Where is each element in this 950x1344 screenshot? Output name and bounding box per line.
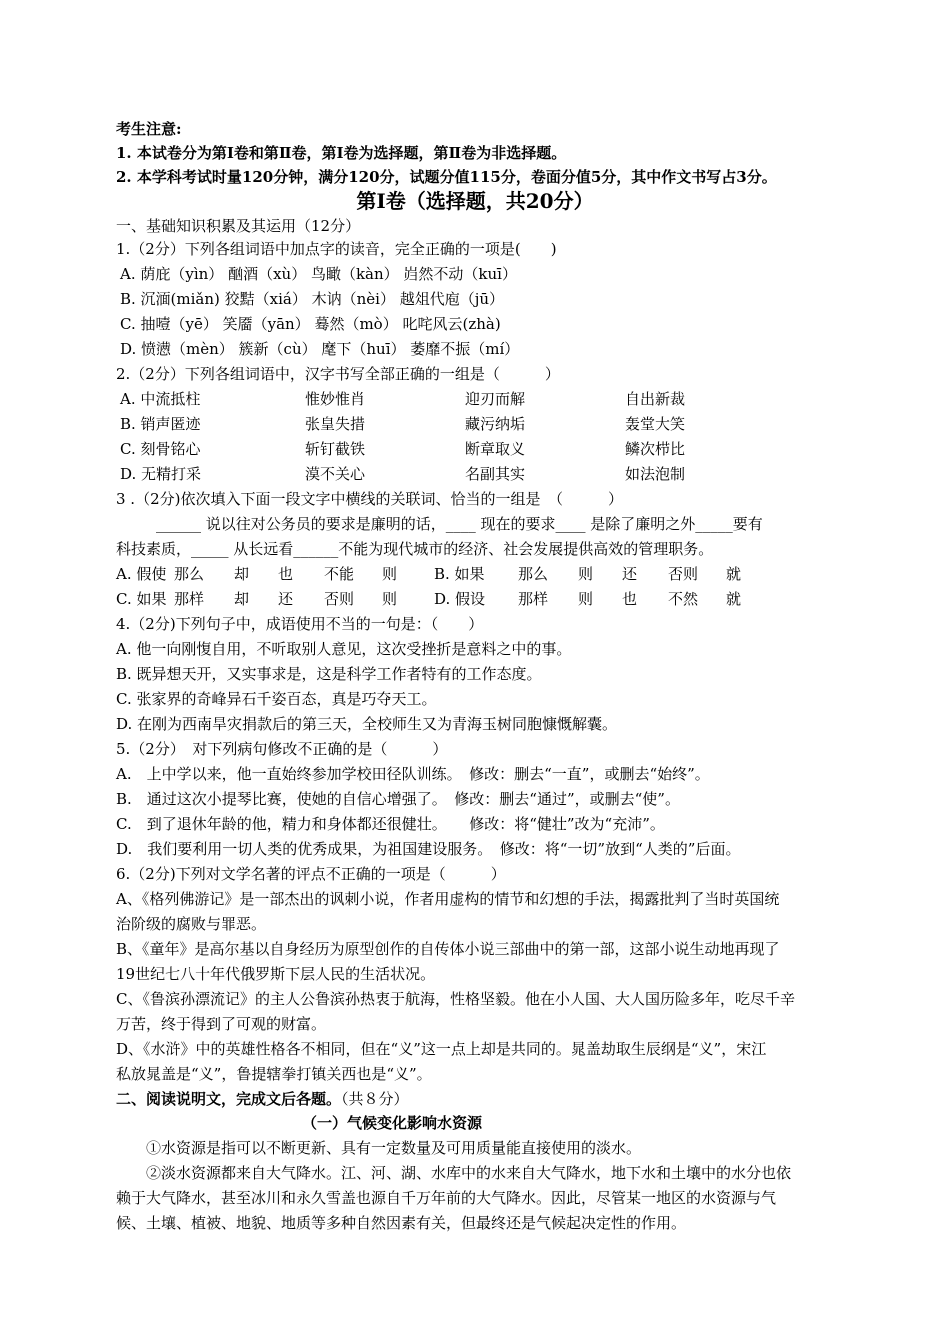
section2-heading: 二、阅读说明文，完成文后各题。 <box>116 1090 342 1108</box>
q3-row-ab <box>116 564 741 584</box>
q2-d-2: 漠不关心 <box>305 465 366 483</box>
q6-option-b-line2: 19世纪七八十年代俄罗斯下层人民的生活状况。 <box>116 965 436 983</box>
q3-d-2: 那样 <box>518 590 549 608</box>
q3-a-2: 那么 <box>174 565 205 583</box>
q2-row-a <box>120 389 685 409</box>
notice-item-1: 1. 本试卷分为第Ⅰ卷和第Ⅱ卷，第Ⅰ卷为选择题，第Ⅱ卷为非选择题。 <box>116 144 567 162</box>
passage-p2-line2: 赖于大气降水，甚至冰川和永久雪盖也源自千万年前的大气降水。因此，尽管某一地区的水资源与气 <box>116 1189 777 1207</box>
q6-option-c-line2: 万苦，终于得到了可观的财富。 <box>116 1015 327 1033</box>
q2-c-4: 鳞次栉比 <box>625 440 686 458</box>
q3-text-2: 科技素质，_____ 从长远看______不能为现代城市的经济、社会发展提供高效的管理职务。 <box>116 540 714 558</box>
q3-a-1: A. 假使 <box>116 565 167 583</box>
q2-a-1: A. 中流抵柱 <box>120 390 201 408</box>
q5-option-b: B. 通过这次小提琴比赛，使她的自信心增强了。 修改：删去“通过”，或删去“使”。 <box>116 790 680 808</box>
q4-stem: 4.（2分)下列句子中，成语使用不当的一句是：（ ） <box>116 615 484 633</box>
q3-text-1: ______ 说以往对公务员的要求是廉明的话，____ 现在的要求____ 是除了廉明之外_____要有 <box>156 515 763 533</box>
q3-c-6: 则 <box>382 590 398 608</box>
q3-d-3: 则 <box>578 590 594 608</box>
q6-stem: 6.（2分)下列对文学名著的评点不正确的一项是（ ） <box>116 865 506 883</box>
q4-option-b: B. 既异想天开，又实事求是，这是科学工作者特有的工作态度。 <box>116 665 542 683</box>
q4-option-a: A. 他一向刚愎自用，不听取别人意见，这次受挫折是意料之中的事。 <box>116 640 572 658</box>
q2-b-1: B. 销声匿迹 <box>120 415 201 433</box>
q3-c-2: 那样 <box>174 590 205 608</box>
section1-heading: 一、基础知识积累及其运用（12分） <box>116 217 361 235</box>
passage-p2-line3: 候、土壤、植被、地貌、地质等多种自然因素有关，但最终还是气候起决定性的作用。 <box>116 1214 687 1232</box>
q2-d-4: 如法泡制 <box>625 465 686 483</box>
q2-a-2: 惟妙惟肖 <box>305 390 366 408</box>
q3-d-6: 就 <box>726 590 742 608</box>
q2-b-2: 张皇失措 <box>305 415 366 433</box>
section2-score: （共８分） <box>341 1090 409 1108</box>
q3-c-4: 还 <box>278 590 294 608</box>
q2-c-3: 断章取义 <box>465 440 526 458</box>
q3-b-6: 就 <box>726 565 742 583</box>
passage-subtitle: （一）气候变化影响水资源 <box>302 1114 483 1132</box>
q5-option-d: D. 我们要利用一切人类的优秀成果，为祖国建设服务。 修改：将“一切”放到“人类的”后面。 <box>116 840 741 858</box>
q1-option-b: B. 沉湎(miǎn) 狡黠（xiá） 木讷（nèi） 越俎代庖（jū） <box>120 290 505 308</box>
q1-stem: 1.（2分）下列各组词语中加点字的读音，完全正确的一项是( ) <box>116 240 557 258</box>
q2-c-2: 斩钉截铁 <box>305 440 366 458</box>
q3-stem: 3 .（2分)依次填入下面一段文字中横线的关联词、恰当的一组是 （ ） <box>116 490 623 508</box>
q3-a-4: 也 <box>278 565 294 583</box>
q3-d-5: 不然 <box>668 590 699 608</box>
q5-option-c: C. 到了退休年龄的他，精力和身体都还很健壮。 修改：将“健壮”改为“充沛”。 <box>116 815 665 833</box>
q3-a-6: 则 <box>382 565 398 583</box>
q2-stem: 2.（2分）下列各组词语中，汉字书写全部正确的一组是（ ） <box>116 365 560 383</box>
q6-option-d-line2: 私放晁盖是“义”，鲁提辖拳打镇关西也是“义”。 <box>116 1065 432 1083</box>
notice-item-2: 2. 本学科考试时量120分钟，满分120分，试题分值115分，卷面分值5分，其中作文书写占3分。 <box>116 168 777 186</box>
q2-b-3: 藏污纳垢 <box>465 415 526 433</box>
q2-a-4: 自出新裁 <box>625 390 686 408</box>
passage-p1: ①水资源是指可以不断更新、具有一定数量及可用质量能直接使用的淡水。 <box>146 1139 642 1157</box>
q3-d-1: D. 假设 <box>434 590 486 608</box>
q6-option-d-line1: D、《水浒》中的英雄性格各不相同，但在“义”这一点上却是共同的。晁盖劫取生辰纲是“义”，宋江 <box>116 1040 767 1058</box>
q3-row-cd <box>116 589 741 609</box>
part1-title: 第Ⅰ卷（选择题，共20分） <box>356 189 594 213</box>
q1-option-c: C. 抽噎（yē） 笑靥（yān） 蓦然（mò） 叱咤风云(zhà) <box>120 315 501 333</box>
q5-option-a: A. 上中学以来，他一直始终参加学校田径队训练。 修改：删去“一直”，或删去“始终”。 <box>116 765 710 783</box>
q2-b-4: 轰堂大笑 <box>625 415 686 433</box>
q3-b-4: 还 <box>622 565 638 583</box>
q2-a-3: 迎刃而解 <box>465 390 526 408</box>
q2-row-b <box>120 414 685 434</box>
section2-heading-line <box>116 1089 409 1109</box>
passage-p2-line1: ②淡水资源都来自大气降水。江、河、湖、水库中的水来自大气降水，地下水和土壤中的水分也依 <box>146 1164 792 1182</box>
q3-b-2: 那么 <box>518 565 549 583</box>
q2-row-c <box>120 439 685 459</box>
q3-b-3: 则 <box>578 565 594 583</box>
q2-d-3: 名副其实 <box>465 465 526 483</box>
q6-option-b-line1: B、《童年》是高尔基以自身经历为原型创作的自传体小说三部曲中的第一部，这部小说生动地再现了 <box>116 940 780 958</box>
q5-stem: 5.（2分） 对下列病句修改不正确的是（ ） <box>116 740 448 758</box>
q2-row-d <box>120 464 685 484</box>
notice-heading: 考生注意: <box>116 120 182 138</box>
q3-b-5: 否则 <box>668 565 699 583</box>
q3-a-3: 却 <box>234 565 250 583</box>
q3-a-5: 不能 <box>324 565 355 583</box>
q1-option-a: A. 荫庇（yìn） 酗酒（xù） 鸟瞰（kàn） 岿然不动（kuī） <box>120 265 517 283</box>
q3-b-1: B. 如果 <box>434 565 485 583</box>
q6-option-c-line1: C、《鲁滨孙漂流记》的主人公鲁滨孙热衷于航海，性格坚毅。他在小人国、大人国历险多年，吃尽千辛 <box>116 990 795 1008</box>
q4-option-d: D. 在刚为西南旱灾捐款后的第三天，全校师生又为青海玉树同胞慷慨解囊。 <box>116 715 618 733</box>
q3-d-4: 也 <box>622 590 638 608</box>
q4-option-c: C. 张家界的奇峰异石千姿百态，真是巧夺天工。 <box>116 690 437 708</box>
q2-d-1: D. 无精打采 <box>120 465 202 483</box>
q6-option-a-line2: 治阶级的腐败与罪恶。 <box>116 915 267 933</box>
q3-c-1: C. 如果 <box>116 590 167 608</box>
q3-c-5: 否则 <box>324 590 355 608</box>
q3-c-3: 却 <box>234 590 250 608</box>
q2-c-1: C. 刻骨铭心 <box>120 440 201 458</box>
q6-option-a-line1: A、《格列佛游记》是一部杰出的讽刺小说，作者用虚构的情节和幻想的手法，揭露批判了当时英国统 <box>116 890 780 908</box>
q1-option-d: D. 愤懑（mèn） 簇新（cù） 麾下（huī） 萎靡不振（mí） <box>120 340 520 358</box>
